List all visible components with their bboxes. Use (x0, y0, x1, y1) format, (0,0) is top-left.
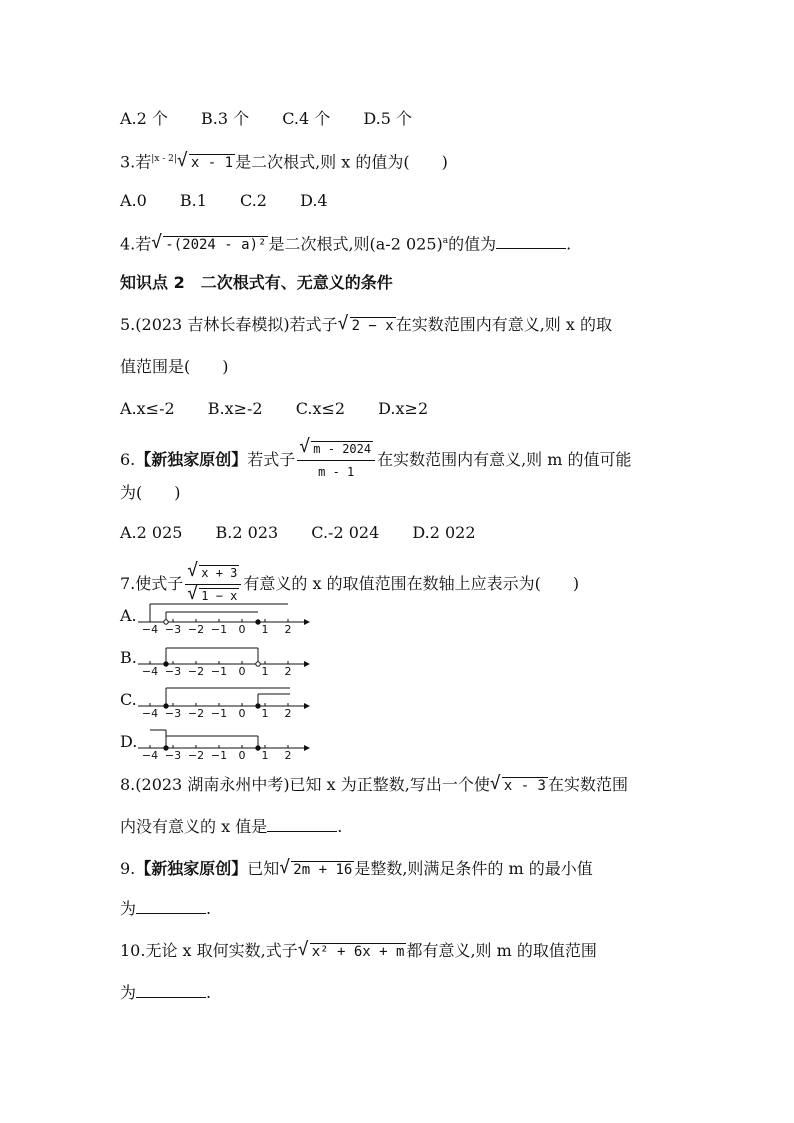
q9-end: . (206, 899, 212, 918)
q3-option-a: A.0 (120, 191, 147, 210)
q6-option-c: C.-2 024 (311, 523, 380, 542)
tick-label: −4 (141, 749, 159, 760)
q5-prefix: 5.(2023 吉林长春模拟)若式子 (120, 315, 338, 334)
q8-line2-prefix: 内没有意义的 x 值是 (120, 817, 268, 836)
q10-suffix: 都有意义,则 m 的取值范围 (406, 941, 597, 960)
tick-label: −4 (141, 623, 159, 634)
q8-suffix: 在实数范围 (548, 775, 629, 794)
q3-stem (120, 148, 448, 174)
tick-label: 1 (261, 749, 269, 760)
q10-stem-line2 (120, 982, 211, 1004)
q7-suffix: 有意义的 x 的取值范围在数轴上应表示为( ) (243, 574, 580, 593)
q6-denominator: m - 1 (318, 465, 355, 479)
q6-numerator (297, 438, 375, 461)
q7-denominator: 1 − x (201, 589, 238, 603)
q2-option-a: A.2 个 (120, 109, 168, 128)
q8-answer-blank[interactable] (267, 817, 337, 832)
q6-option-a: A.2 025 (120, 523, 183, 542)
q7-choice-d-label: D. (120, 732, 138, 751)
tick-label: −2 (187, 665, 205, 676)
q9-suffix: 是整数,则满足条件的 m 的最小值 (354, 859, 593, 878)
tick-label: 1 (261, 665, 269, 676)
q7-choice-a-label: A. (120, 606, 137, 625)
number-line-b (136, 642, 316, 676)
tick-label: −3 (164, 707, 182, 718)
q5-stem-line2: 值范围是( ) (120, 357, 229, 376)
tick-label: 2 (284, 623, 292, 634)
q4-stem (120, 230, 571, 256)
q5-radicand: 2 − x (351, 318, 394, 334)
q8-stem-line2 (120, 816, 342, 838)
q7-choice-c-label: C. (120, 690, 137, 709)
q4-suffix: 的值为 (448, 234, 497, 254)
tick-label: −1 (210, 749, 228, 760)
q5-sqrt (338, 315, 396, 337)
q4-radicand: -(2024 - a)² (165, 237, 267, 254)
section-2-title: 知识点 2 二次根式有、无意义的条件 (120, 273, 393, 292)
tick-label: −3 (164, 665, 182, 676)
tick-label: 2 (284, 749, 292, 760)
q2-options (120, 108, 440, 130)
q4-middle: 是二次根式,则(a-2 025) (268, 234, 443, 254)
q10-sqrt (298, 941, 407, 963)
q6-suffix: 在实数范围内有意义,则 m 的值可能 (377, 450, 632, 469)
q3-option-b: B.1 (179, 191, 207, 210)
tick-label: −2 (187, 707, 205, 718)
q3-option-d: D.4 (300, 191, 328, 210)
q5-stem-line1 (120, 314, 612, 337)
tick-label: −3 (164, 623, 182, 634)
q3-sqrt (177, 152, 235, 174)
q6-option-d: D.2 022 (412, 523, 476, 542)
q10-prefix: 10.无论 x 取何实数,式子 (120, 941, 298, 960)
tick-label: 1 (261, 707, 269, 718)
q6-numerator-radicand: m - 2024 (313, 442, 372, 456)
q10-answer-blank[interactable] (136, 983, 206, 998)
number-line-a (136, 600, 316, 634)
q8-sqrt (490, 775, 548, 797)
q6-tag: 【新独家原创】 (135, 450, 248, 469)
q6-option-b: B.2 023 (215, 523, 279, 542)
tick-label: −4 (141, 707, 159, 718)
q5-options (120, 398, 456, 420)
tick-label: 1 (261, 623, 269, 634)
q8-end: . (337, 817, 343, 836)
q2-option-c: C.4 个 (282, 109, 331, 128)
q9-number: 9. (120, 859, 136, 878)
q7-prefix: 7.使式子 (120, 574, 184, 593)
q9-line2-prefix: 为 (120, 899, 137, 918)
tick-label: 2 (284, 707, 292, 718)
q3-root-index: |x - 2| (151, 154, 177, 164)
q4-sqrt (151, 234, 268, 256)
q5-option-c: C.x≤2 (295, 399, 346, 418)
q9-stem-line1 (120, 858, 593, 881)
tick-label: −4 (141, 665, 159, 676)
q5-option-b: B.x≥-2 (207, 399, 263, 418)
q2-option-b: B.3 个 (201, 109, 250, 128)
tick-label: 0 (238, 749, 246, 760)
tick-label: −2 (187, 749, 205, 760)
number-line-d (136, 726, 316, 760)
tick-label: −1 (210, 665, 228, 676)
q9-radicand: 2m + 16 (293, 862, 353, 878)
q8-stem-line1 (120, 774, 628, 797)
tick-label: 2 (284, 665, 292, 676)
q10-radicand: x² + 6x + m (311, 944, 405, 960)
q3-option-c: C.2 (240, 191, 267, 210)
q3-suffix: 是二次根式,则 x 的值为( ) (235, 152, 448, 172)
number-line-c (136, 684, 316, 718)
q4-answer-blank[interactable] (496, 234, 566, 249)
tick-label: −2 (187, 623, 205, 634)
tick-label: −1 (210, 707, 228, 718)
q10-line2-prefix: 为 (120, 983, 137, 1002)
q4-end: . (566, 234, 572, 254)
q9-answer-blank[interactable] (136, 899, 206, 914)
q6-fraction (297, 438, 375, 483)
tick-label: 0 (238, 707, 246, 718)
q5-option-a: A.x≤-2 (120, 399, 175, 418)
q6-prefix: 若式子 (247, 450, 296, 469)
q8-prefix: 8.(2023 湖南永州中考)已知 x 为正整数,写出一个使 (120, 775, 490, 794)
q4-superscript: a (442, 236, 449, 246)
tick-label: −1 (210, 623, 228, 634)
q5-suffix: 在实数范围内有意义,则 x 的取 (395, 315, 613, 334)
q3-prefix: 3.若 (120, 152, 152, 172)
q6-stem-line2: 为( ) (120, 483, 181, 502)
tick-label: 0 (238, 665, 246, 676)
q10-stem-line1 (120, 940, 597, 963)
tick-label: 0 (238, 623, 246, 634)
q6-stem-line1 (120, 438, 632, 483)
q10-end: . (206, 983, 212, 1002)
q9-stem-line2 (120, 898, 211, 920)
q8-radicand: x - 3 (503, 778, 546, 794)
q3-options (120, 190, 356, 212)
q9-sqrt (279, 859, 354, 881)
q9-tag: 【新独家原创】 (135, 859, 248, 878)
q9-prefix: 已知 (247, 859, 280, 878)
q6-options (120, 522, 504, 544)
q6-number: 6. (120, 450, 136, 469)
q3-radicand: x - 1 (190, 155, 234, 172)
q5-option-d: D.x≥2 (378, 399, 429, 418)
tick-label: −3 (164, 749, 182, 760)
q7-numerator: x + 3 (201, 566, 238, 580)
q2-option-d: D.5 个 (363, 109, 412, 128)
q4-prefix: 4.若 (120, 234, 152, 254)
q7-choice-b-label: B. (120, 648, 137, 667)
